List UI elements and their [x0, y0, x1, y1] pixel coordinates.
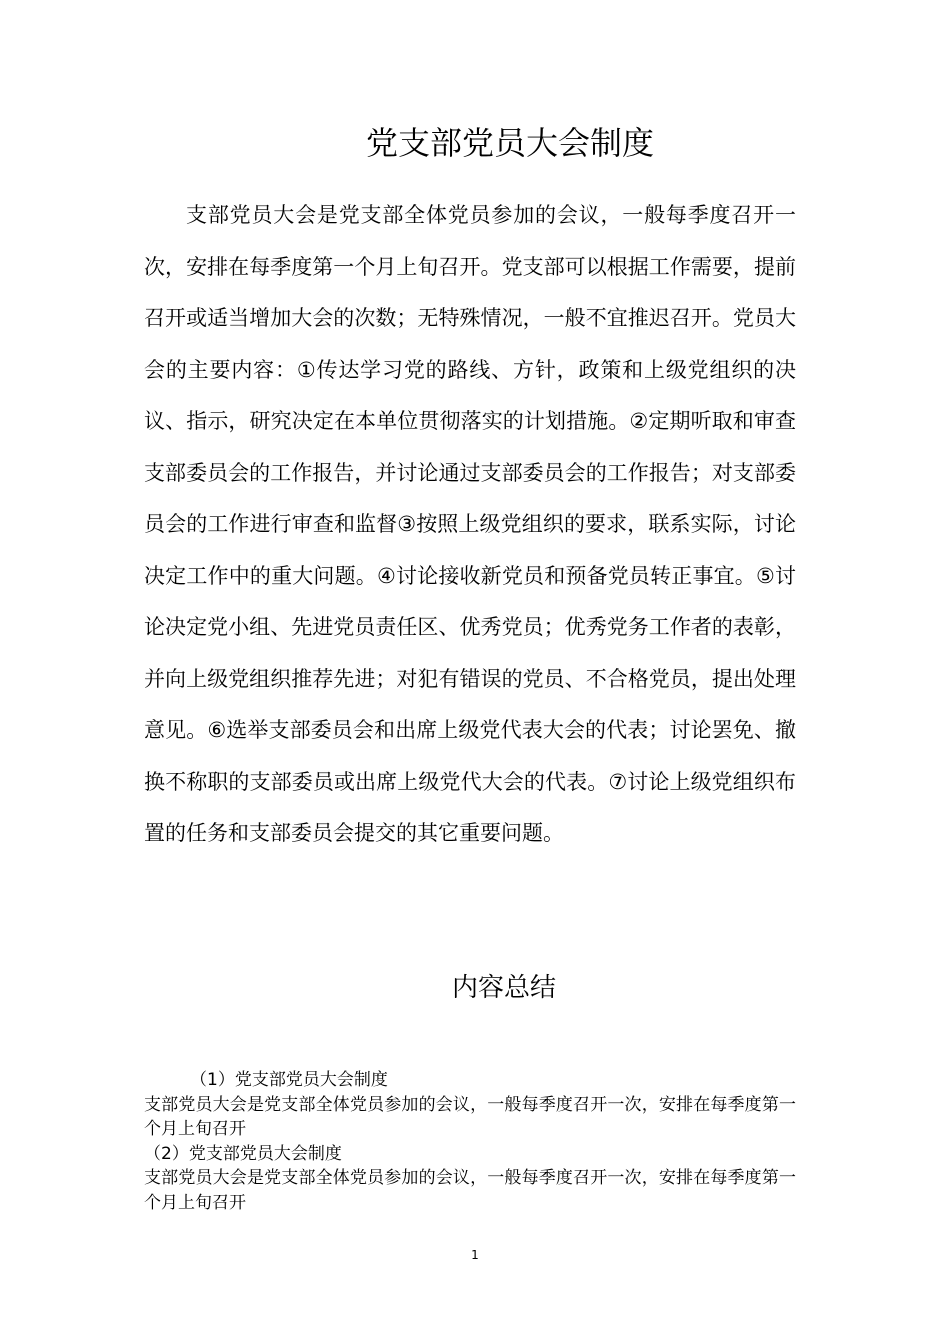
summary-title: 内容总结	[451, 973, 556, 1003]
page-number: 1	[471, 1248, 479, 1262]
document-body-paragraph: 支部党员大会是党支部全体党员参加的会议，一般每季度召开一次，安排在每季度第一个月上旬召开。党支部可以根据工作需要，提前召开或适当增加大会的次数；无特殊情况，一般不宜推迟召开。党员大会的主要内容：①传达学习党的路线、方针，政策和上级党组织的决议、指示，研究决定在本单位贯彻落实的计划措施。②定期听取和审查支部委员会的工作报告，并讨论通过支部委员会的工作报告；对支部委员会的工作进行审查和监督③按照上级党组织的要求，联系实际，讨论决定工作中的重大问题。④讨论接收新党员和预备党员转正事宜。⑤讨论决定党小组、先进党员责任区、优秀党员；优秀党务工作者的表彰，并向上级党组织推荐先进；对犯有错误的党员、不合格党员，提出处理意见。⑥选举支部委员会和出席上级党代表大会的代表；讨论罢免、撤换不称职的支部委员或出席上级党代大会的代表。⑦讨论上级党组织布置的任务和支部委员会提交的其它重要问题。	[144, 203, 796, 845]
summary-item-2-text: 支部党员大会是党支部全体党员参加的会议，一般每季度召开一次，安排在每季度第一个月上旬召开	[144, 1168, 796, 1213]
summary-item-1-text: 支部党员大会是党支部全体党员参加的会议，一般每季度召开一次，安排在每季度第一个月上旬召开	[144, 1094, 796, 1139]
summary-item-1-heading: （1）党支部党员大会制度	[190, 1070, 388, 1090]
document-title: 党支部党员大会制度	[365, 124, 654, 162]
summary-item-2-heading: （2）党支部党员大会制度	[144, 1143, 342, 1164]
summary-section	[144, 1068, 796, 1215]
